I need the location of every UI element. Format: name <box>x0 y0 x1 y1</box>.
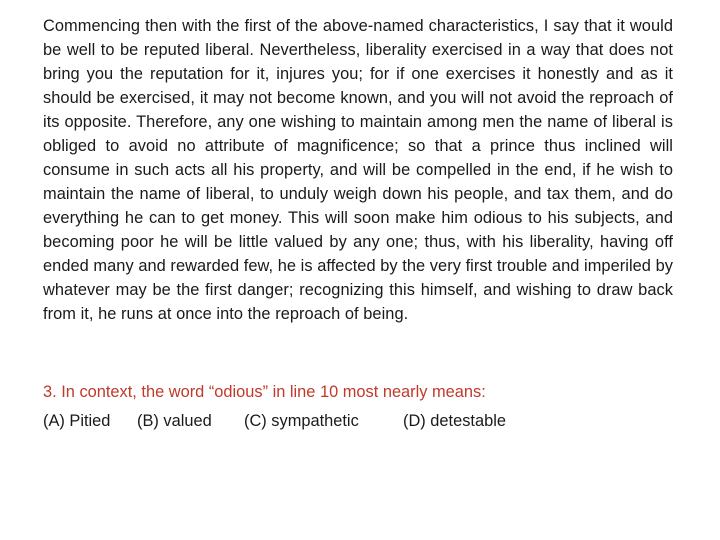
choice-a: (A) Pitied <box>43 412 111 430</box>
choice-b: (B) valued <box>137 412 212 430</box>
question-prompt: 3. In context, the word “odious” in line 10 most nearly means: <box>43 383 486 401</box>
passage-text: Commencing then with the first of the above-named characteristics, I say that it would be well to be reputed liberal. Nevertheless, liberality exercised in a way that does not bring you the reputation for it, injures you; for if one exercises it honestly and as it should be exercised, it may not become known, and you will not avoid the reproach of its opposite. Therefore, any one wishing to maintain among men the name of liberal is obliged to avoid no attribute of magnificence; so that a prince thus inclined will consume in such acts all his property, and will be compelled in the end, if he wish to maintain the name of liberal, to unduly weigh down his people, and tax them, and do everything he can to get money. This will soon make him odious to his subjects, and becoming poor he will be little valued by any one; thus, with his liberality, having off ended many and rewarded few, he is affected by the very first trouble and imperiled by whatever may be the first danger; recognizing this himself, and wishing to draw back from it, he runs at once into the reproach of being. <box>43 17 673 323</box>
choice-c: (C) sympathetic <box>244 412 359 430</box>
choice-d: (D) detestable <box>403 412 506 430</box>
